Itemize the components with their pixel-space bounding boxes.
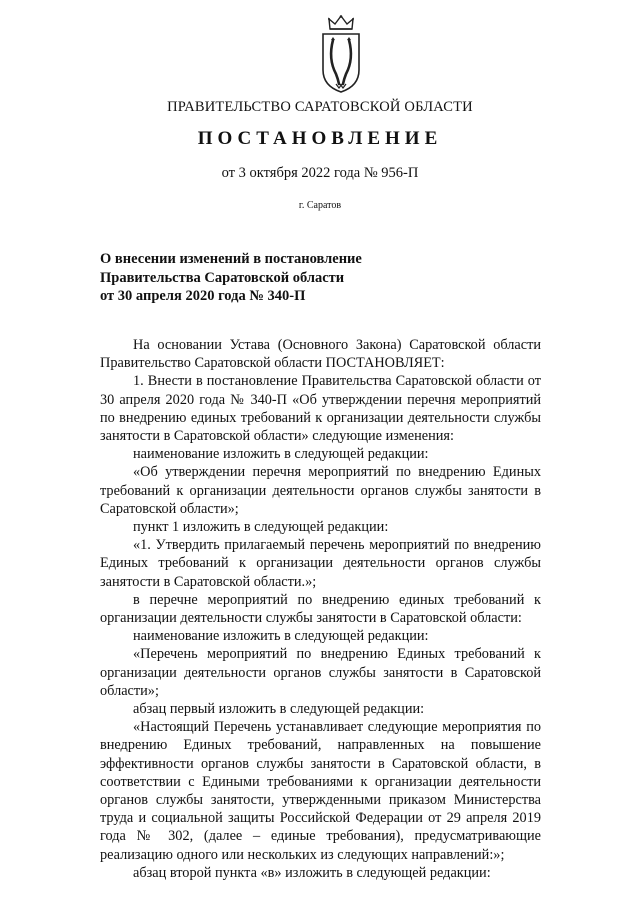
body-paragraph: На основании Устава (Основного Закона) Саратовской области Правительство Саратовской области ПОСТАНОВЛЯЕТ: xyxy=(100,337,541,372)
body-paragraph: абзац первый изложить в следующей редакции: xyxy=(133,701,425,718)
document-type: ПОСТАНОВЛЕНИЕ xyxy=(197,128,443,149)
body-paragraph: «Настоящий Перечень устанавливает следующие мероприятия по внедрению Единых требований, направленных на повышение эффективности органов службы занятости в Саратовской области, в соответствии с Едиными требованиями к организации деятельности органов службы занятости, утвержденными приказом Министерства труда и социальной защиты Российской Федерации от 29 апреля 2019 года № 302, (далее – единые требования), предусматривающие реализацию одного или нескольких из следующих направлений:»; xyxy=(100,719,541,863)
body-paragraph: «1. Утвердить прилагаемый перечень мероприятий по внедрению Единых требований к организации деятельности органов службы занятости в Саратовской области.»; xyxy=(100,537,541,590)
document-date-number: от 3 октября 2022 года № 956-П xyxy=(221,165,419,181)
document-city: г. Саратов xyxy=(298,200,342,211)
body-paragraph: «Об утверждении перечня мероприятий по внедрению Единых требований к организации деятельности органов службы занятости в Саратовской области»; xyxy=(100,464,541,517)
body-paragraph: наименование изложить в следующей редакции: xyxy=(133,446,429,463)
subject-line: Правительства Саратовской области xyxy=(100,269,345,286)
body-paragraph: абзац второй пункта «в» изложить в следующей редакции: xyxy=(133,864,491,881)
body-paragraph: «Перечень мероприятий по внедрению Единых требований к организации деятельности органов службы занятости в Саратовской области»; xyxy=(100,646,541,699)
government-name: ПРАВИТЕЛЬСТВО САРАТОВСКОЙ ОБЛАСТИ xyxy=(167,99,473,115)
subject-line: О внесении изменений в постановление xyxy=(100,251,362,267)
subject-line: от 30 апреля 2020 года № 340-П xyxy=(100,288,306,304)
document-body xyxy=(100,336,541,882)
body-paragraph: пункт 1 изложить в следующей редакции: xyxy=(133,519,389,536)
body-paragraph: 1. Внести в постановление Правительства Саратовской области от 30 апреля 2020 года № 340-П «Об утверждении перечня мероприятий по внедрению единых требований к организации деятельности службы занятости в Саратовской области» следующие изменения: xyxy=(100,373,541,445)
body-paragraph: в перечне мероприятий по внедрению единых требований к организации деятельности службы занятости в Саратовской области: xyxy=(100,591,541,627)
document-subject xyxy=(100,250,460,306)
body-paragraph: наименование изложить в следующей редакции: xyxy=(133,628,429,645)
saratov-coat-of-arms-icon xyxy=(319,14,363,94)
